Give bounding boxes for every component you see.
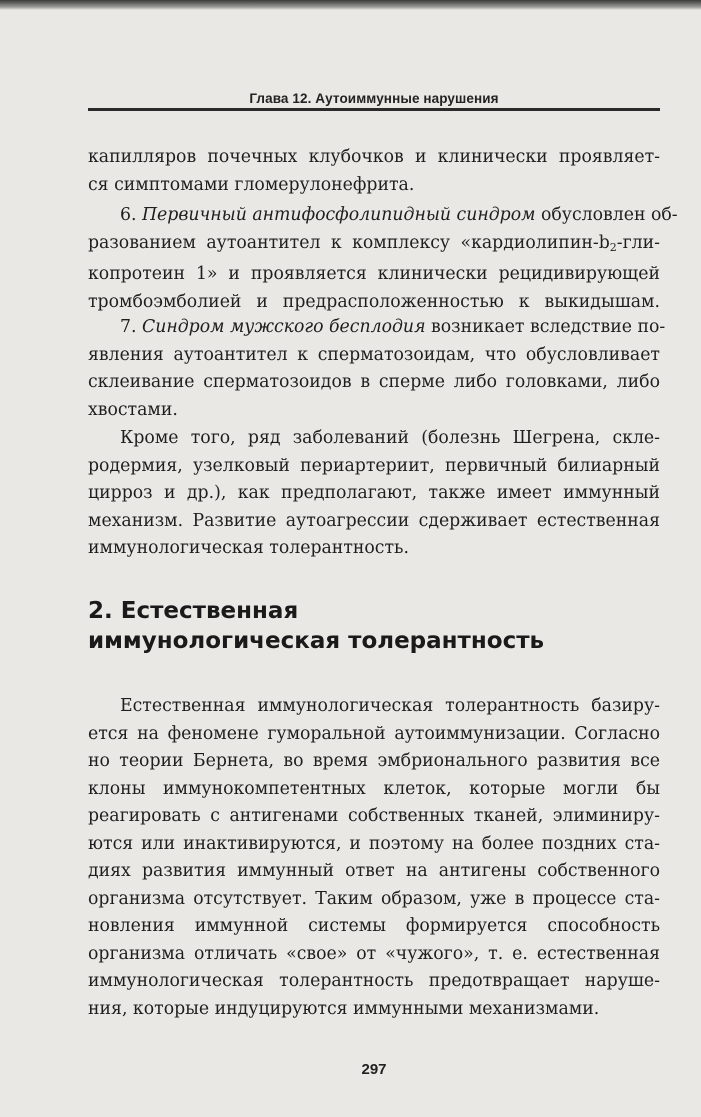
text-line: явления аутоантител к сперматозоидам, что обусловливает	[88, 344, 660, 365]
text-line: но теории Бернета, во время эмбрионального развития все	[88, 751, 660, 771]
list-item-7	[88, 314, 666, 424]
syndrome-term: Синдром мужского бесплодия	[141, 317, 426, 337]
text-fragment: возникает вследствие по-	[425, 317, 666, 337]
text-line: цирроз и др.), как предполагают, также имеет иммунный	[88, 483, 660, 503]
text-line: склеивание сперматозоидов в сперме либо головками, либо	[88, 372, 660, 392]
text-line: ся симптомами гломерулонефрита.	[88, 174, 415, 195]
subscript: 2	[609, 240, 617, 254]
text-line: реагировать с антигенами собственных тканей, элиминиру-	[88, 806, 660, 826]
text-line: ются или инактивируются, и поэтому на более поздних ста-	[88, 833, 660, 854]
running-head: Глава 12. Аутоиммунные нарушения	[249, 91, 499, 106]
syndrome-term: Первичный антифосфолипидный синдром	[141, 205, 536, 225]
text-fragment: обусловлен об-	[535, 205, 678, 225]
text-line: ется на феномене гуморальной аутоиммунизации. Согласно	[88, 723, 660, 744]
section-heading	[88, 596, 660, 656]
paragraph-tolerance	[88, 693, 660, 1023]
text-line: Естественная иммунологическая толерантность базиру-	[120, 696, 660, 716]
item-number: 7.	[120, 317, 142, 337]
header-rule	[88, 108, 660, 111]
text-line: организма отсутствует. Таким образом, уже в процессе ста-	[88, 888, 660, 909]
text-line: хвостами.	[88, 399, 178, 420]
page-number: 297	[361, 1061, 387, 1078]
paragraph-continuation	[88, 144, 660, 199]
text-line: Кроме того, ряд заболеваний (болезнь Шегрена, скле-	[120, 428, 660, 448]
heading-line: иммунологическая толерантность	[88, 628, 545, 654]
text-line: организма отличать «свое» от «чужого», т. е. естественная	[88, 943, 660, 964]
paragraph-other-diseases	[88, 425, 660, 563]
text-line: тромбоэмболией и предрасположенностью к выкидышам.	[88, 291, 660, 312]
text-line: родермия, узелковый периартериит, первичный билиарный	[88, 455, 660, 476]
text-line: иммунологическая толерантность предотвращает наруше-	[88, 971, 660, 991]
text-fragment: -гли-	[616, 232, 660, 253]
text-line: механизм. Развитие аутоагрессии сдерживает естественная	[88, 510, 660, 531]
text-line: иммунологическая толерантность.	[88, 538, 409, 558]
text-line: капилляров почечных клубочков и клинически проявляет-	[88, 147, 660, 167]
text-line: новления иммунной системы формируется способность	[88, 916, 660, 936]
item-number: 6.	[120, 205, 142, 225]
text-line	[88, 314, 666, 342]
text-fragment: разованием аутоантител к комплексу «кардиолипин-b	[88, 232, 610, 253]
heading-line: 2. Естественная	[88, 598, 299, 624]
text-line	[88, 230, 660, 262]
text-line	[88, 202, 678, 230]
text-line: ния, которые индуцируются иммунными механизмами.	[88, 998, 600, 1019]
text-line: клоны иммунокомпетентных клеток, которые могли бы	[88, 778, 660, 799]
text-line: диях развития иммунный ответ на антигены собственного	[88, 861, 660, 881]
list-item-6	[88, 202, 678, 316]
text-line: копротеин 1» и проявляется клинически рецидивирующей	[88, 264, 660, 284]
page-top-edge	[0, 0, 701, 10]
